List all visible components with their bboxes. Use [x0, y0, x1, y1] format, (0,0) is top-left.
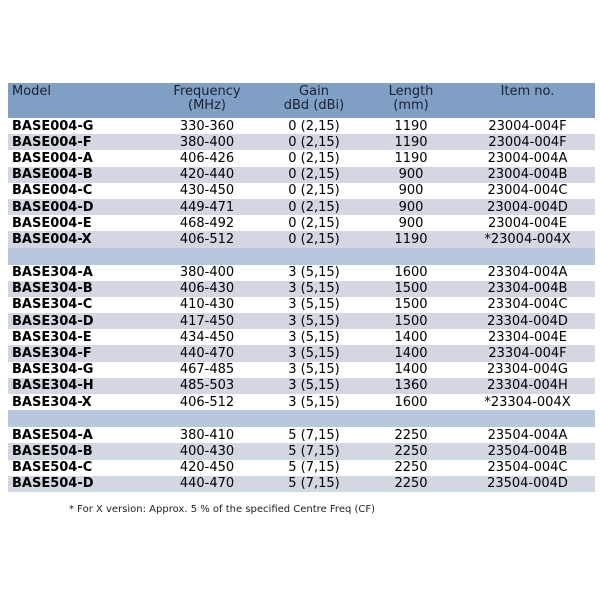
cell-item-no: 23304-004H: [460, 378, 595, 394]
cell-frequency: 440-470: [148, 476, 266, 492]
cell-item-no: 23004-004C: [460, 183, 595, 199]
cell-frequency: 406-426: [148, 150, 266, 166]
cell-model: BASE004-E: [8, 215, 148, 231]
cell-item-no: 23304-004B: [460, 281, 595, 297]
cell-length: 2250: [362, 476, 460, 492]
table-row: [8, 183, 595, 199]
cell-gain: 0 (2,15): [266, 183, 362, 199]
group-separator-row: [8, 248, 595, 265]
cell-gain: 0 (2,15): [266, 215, 362, 231]
group-separator-row: [8, 410, 595, 427]
cell-gain: 0 (2,15): [266, 199, 362, 215]
cell-model: BASE304-D: [8, 313, 148, 329]
cell-length: 1600: [362, 394, 460, 410]
cell-model: BASE504-A: [8, 427, 148, 443]
cell-gain: 3 (5,15): [266, 345, 362, 361]
header-length: Length (mm): [362, 83, 460, 118]
cell-item-no: 23004-004F: [460, 134, 595, 150]
cell-item-no: *23004-004X: [460, 231, 595, 247]
cell-model: BASE004-X: [8, 231, 148, 247]
table-row: [8, 215, 595, 231]
cell-gain: 0 (2,15): [266, 150, 362, 166]
cell-gain: 3 (5,15): [266, 281, 362, 297]
cell-model: BASE004-F: [8, 134, 148, 150]
cell-model: BASE304-B: [8, 281, 148, 297]
cell-gain: 5 (7,15): [266, 460, 362, 476]
table-row: [8, 297, 595, 313]
cell-model: BASE504-B: [8, 443, 148, 459]
cell-item-no: 23504-004C: [460, 460, 595, 476]
table-row: [8, 394, 595, 410]
cell-item-no: 23004-004F: [460, 118, 595, 134]
table-header-row: [8, 83, 595, 118]
cell-length: 900: [362, 167, 460, 183]
cell-length: 2250: [362, 427, 460, 443]
cell-model: BASE304-A: [8, 265, 148, 281]
cell-gain: 0 (2,15): [266, 134, 362, 150]
cell-frequency: 485-503: [148, 378, 266, 394]
cell-gain: 5 (7,15): [266, 427, 362, 443]
cell-frequency: 449-471: [148, 199, 266, 215]
header-frequency: Frequency (MHz): [148, 83, 266, 118]
cell-gain: 3 (5,15): [266, 394, 362, 410]
cell-model: BASE004-A: [8, 150, 148, 166]
cell-frequency: 380-410: [148, 427, 266, 443]
cell-item-no: 23304-004A: [460, 265, 595, 281]
cell-length: 2250: [362, 443, 460, 459]
group-separator: [8, 410, 595, 427]
cell-length: 2250: [362, 460, 460, 476]
cell-frequency: 417-450: [148, 313, 266, 329]
table-row: [8, 313, 595, 329]
cell-length: 1400: [362, 362, 460, 378]
cell-frequency: 420-450: [148, 460, 266, 476]
cell-length: 1190: [362, 231, 460, 247]
cell-frequency: 380-400: [148, 265, 266, 281]
cell-frequency: 467-485: [148, 362, 266, 378]
cell-model: BASE304-E: [8, 329, 148, 345]
cell-gain: 3 (5,15): [266, 265, 362, 281]
table-row: [8, 378, 595, 394]
header-gain: Gain dBd (dBi): [266, 83, 362, 118]
group-separator: [8, 248, 595, 265]
cell-item-no: 23304-004D: [460, 313, 595, 329]
cell-model: BASE004-D: [8, 199, 148, 215]
cell-gain: 0 (2,15): [266, 231, 362, 247]
cell-model: BASE504-D: [8, 476, 148, 492]
antenna-spec-table-wrapper: [8, 83, 595, 492]
cell-gain: 3 (5,15): [266, 297, 362, 313]
cell-gain: 5 (7,15): [266, 443, 362, 459]
cell-frequency: 434-450: [148, 329, 266, 345]
cell-frequency: 406-430: [148, 281, 266, 297]
cell-model: BASE004-G: [8, 118, 148, 134]
cell-length: 1500: [362, 297, 460, 313]
cell-gain: 3 (5,15): [266, 378, 362, 394]
cell-frequency: 330-360: [148, 118, 266, 134]
table-body: [8, 118, 595, 492]
cell-model: BASE004-C: [8, 183, 148, 199]
cell-frequency: 400-430: [148, 443, 266, 459]
cell-item-no: 23504-004D: [460, 476, 595, 492]
table-row: [8, 167, 595, 183]
cell-length: 900: [362, 215, 460, 231]
cell-item-no: 23304-004G: [460, 362, 595, 378]
cell-length: 1400: [362, 329, 460, 345]
cell-item-no: 23004-004D: [460, 199, 595, 215]
cell-item-no: 23304-004E: [460, 329, 595, 345]
table-row: [8, 265, 595, 281]
table-row: [8, 118, 595, 134]
cell-model: BASE504-C: [8, 460, 148, 476]
antenna-spec-table: [8, 83, 595, 492]
cell-frequency: 406-512: [148, 394, 266, 410]
header-item-no: Item no.: [460, 83, 595, 118]
cell-frequency: 420-440: [148, 167, 266, 183]
cell-length: 900: [362, 183, 460, 199]
cell-item-no: 23004-004B: [460, 167, 595, 183]
cell-item-no: 23504-004A: [460, 427, 595, 443]
table-row: [8, 134, 595, 150]
cell-model: BASE304-X: [8, 394, 148, 410]
cell-item-no: 23004-004A: [460, 150, 595, 166]
cell-gain: 3 (5,15): [266, 329, 362, 345]
table-row: [8, 443, 595, 459]
cell-length: 900: [362, 199, 460, 215]
table-row: [8, 231, 595, 247]
table-row: [8, 281, 595, 297]
cell-item-no: 23004-004E: [460, 215, 595, 231]
cell-gain: 0 (2,15): [266, 167, 362, 183]
cell-gain: 5 (7,15): [266, 476, 362, 492]
cell-item-no: 23304-004F: [460, 345, 595, 361]
cell-frequency: 430-450: [148, 183, 266, 199]
cell-frequency: 406-512: [148, 231, 266, 247]
header-model: Model: [8, 83, 148, 118]
cell-item-no: 23504-004B: [460, 443, 595, 459]
cell-gain: 0 (2,15): [266, 118, 362, 134]
table-row: [8, 150, 595, 166]
cell-length: 1600: [362, 265, 460, 281]
cell-model: BASE304-F: [8, 345, 148, 361]
cell-frequency: 440-470: [148, 345, 266, 361]
cell-frequency: 380-400: [148, 134, 266, 150]
cell-length: 1400: [362, 345, 460, 361]
cell-model: BASE304-H: [8, 378, 148, 394]
cell-frequency: 410-430: [148, 297, 266, 313]
cell-gain: 3 (5,15): [266, 362, 362, 378]
cell-item-no: 23304-004C: [460, 297, 595, 313]
table-row: [8, 345, 595, 361]
table-row: [8, 427, 595, 443]
cell-length: 1500: [362, 313, 460, 329]
table-row: [8, 199, 595, 215]
footnote: * For X version: Approx. 5 % of the specified Centre Freq (CF): [69, 504, 376, 515]
cell-model: BASE304-C: [8, 297, 148, 313]
cell-model: BASE004-B: [8, 167, 148, 183]
cell-length: 1190: [362, 150, 460, 166]
table-row: [8, 329, 595, 345]
cell-length: 1360: [362, 378, 460, 394]
cell-item-no: *23304-004X: [460, 394, 595, 410]
table-row: [8, 460, 595, 476]
cell-length: 1190: [362, 118, 460, 134]
cell-length: 1500: [362, 281, 460, 297]
cell-frequency: 468-492: [148, 215, 266, 231]
cell-model: BASE304-G: [8, 362, 148, 378]
cell-gain: 3 (5,15): [266, 313, 362, 329]
cell-length: 1190: [362, 134, 460, 150]
table-row: [8, 476, 595, 492]
table-row: [8, 362, 595, 378]
